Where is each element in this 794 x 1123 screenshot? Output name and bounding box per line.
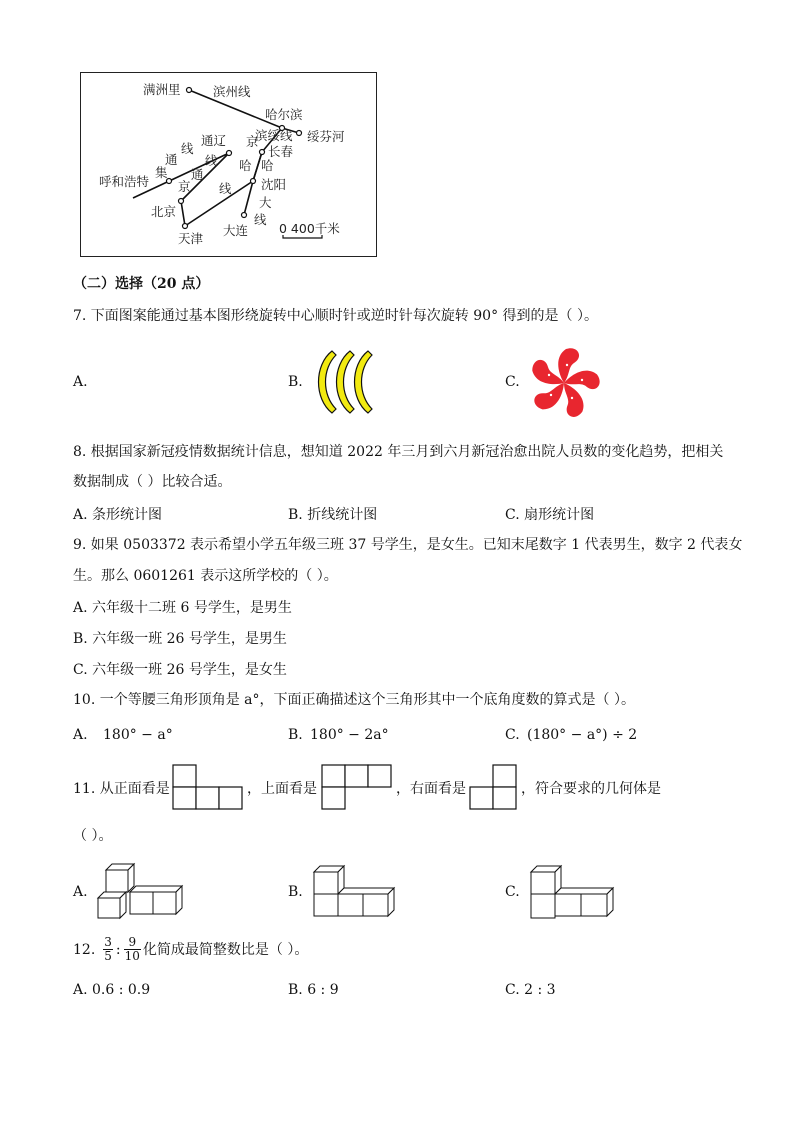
shenyang-dot (251, 179, 256, 184)
manzhouli-dot (187, 88, 192, 93)
q11-stem-line2: （ ）。 (73, 828, 113, 844)
map-label-ha: 哈 (239, 158, 252, 173)
q7-option-c-label[interactable]: C. (505, 374, 520, 390)
q8-stem-line2: 数据制成（ ）比较合适。 (73, 474, 232, 490)
q8-option-a[interactable]: A. 条形统计图 (73, 507, 163, 523)
map-label-jing2: 京 (178, 179, 191, 194)
map-label-tong: 通 (165, 152, 178, 167)
q7-option-c-bauhinia-icon (522, 345, 606, 421)
map-label-hohhot: 呼和浩特 (99, 174, 150, 189)
q8-option-c[interactable]: C. 扇形统计图 (505, 507, 595, 523)
q10-option-b-label[interactable]: B. (288, 727, 303, 743)
q12-stem (73, 936, 308, 963)
q11-stem-part1: 11. 从正面看是 (73, 781, 170, 797)
q11-option-c-cubes-icon (529, 862, 615, 922)
q11-option-a-label[interactable]: A. (73, 884, 88, 900)
map-label-binzhou-line: 滨州线 (213, 84, 251, 99)
q11-stem-part2: ，上面看是 (247, 781, 317, 797)
changchun-dot (260, 150, 265, 155)
q9-option-c[interactable]: C. 六年级一班 26 号学生，是女生 (73, 662, 287, 678)
suifenhe-dot (297, 131, 302, 136)
q12-option-a[interactable]: A. 0.6 : 0.9 (73, 982, 151, 998)
q12-fraction-2-numerator: 9 (124, 936, 141, 950)
map-label-harbin: 哈尔滨 (265, 107, 303, 122)
q9-stem-line1: 9. 如果 0503372 表示希望小学五年级三班 37 号学生，是女生。已知末尾数字 1 代表男生，数字 2 代表女 (73, 537, 743, 553)
q12-fraction-2-denominator: 10 (124, 949, 140, 963)
railway-map-svg (81, 73, 378, 258)
q11-front-view-icon (172, 764, 243, 811)
beijing-dot (179, 199, 184, 204)
q10-option-b-expr: 180° − 2a° (310, 727, 389, 743)
map-label-tianjin: 天津 (178, 231, 204, 246)
q9-option-a[interactable]: A. 六年级十二班 6 号学生，是男生 (73, 600, 292, 616)
q7-option-a-label[interactable]: A. (73, 374, 88, 390)
map-label-da: 大 (259, 195, 272, 210)
map-label-shenyang: 沈阳 (261, 177, 287, 192)
tianjin-dot (183, 224, 188, 229)
map-label-tong2: 通 (191, 167, 204, 182)
q7-stem: 7. 下面图案能通过基本图形绕旋转中心顺时针或逆时针每次旋转 90° 得到的是（ ）。 (73, 308, 598, 324)
map-label-tongliao: 通辽 (201, 133, 227, 148)
q9-option-b[interactable]: B. 六年级一班 26 号学生，是男生 (73, 631, 287, 647)
map-label-xian4: 线 (254, 212, 267, 227)
q7-option-b-label[interactable]: B. (288, 374, 303, 390)
q11-option-b-cubes-icon (310, 862, 396, 918)
q12-colon: : (115, 941, 121, 958)
q11-top-view-icon (321, 764, 392, 811)
map-label-ji: 集 (155, 165, 168, 180)
map-label-changchun: 长春 (268, 144, 294, 159)
q9-stem-line2: 生。那么 0601261 表示这所学校的（ ）。 (73, 568, 338, 584)
q8-option-b[interactable]: B. 折线统计图 (288, 507, 378, 523)
dalian-dot (242, 213, 247, 218)
q11-stem-part4: ，符合要求的几何体是 (521, 781, 661, 797)
q12-number: 12. (73, 941, 96, 958)
q10-option-c-expr: (180° − a°) ÷ 2 (527, 727, 638, 743)
q12-fraction-1-denominator: 5 (104, 949, 112, 963)
q11-option-b-label[interactable]: B. (288, 884, 303, 900)
q11-stem-part3: ，右面看是 (396, 781, 466, 797)
map-label-manzhouli: 满洲里 (143, 82, 181, 97)
q12-fraction-1 (103, 936, 113, 963)
q12-suffix: 化简成最简整数比是（ ）。 (142, 941, 309, 958)
map-label-ha2: 哈 (261, 158, 274, 173)
q12-option-c[interactable]: C. 2 : 3 (505, 982, 556, 998)
map-label-dalian: 大连 (223, 223, 249, 238)
q12-fraction-1-numerator: 3 (104, 935, 112, 949)
map-label-beijing: 北京 (151, 204, 177, 219)
q10-option-a-label[interactable]: A. (73, 727, 88, 743)
q11-option-c-label[interactable]: C. (505, 884, 520, 900)
q10-stem: 10. 一个等腰三角形顶角是 a°，下面正确描述这个三角形其中一个底角度数的算式是（ ）。 (73, 692, 635, 708)
q10-option-a-expr: 180° − a° (103, 727, 173, 743)
q11-right-view-icon (469, 764, 517, 811)
jingjin-line (181, 201, 185, 226)
map-label-xian3: 线 (219, 181, 232, 196)
map-label-binsui-line: 滨绥线 (255, 128, 293, 143)
map-label-xian2: 线 (205, 153, 218, 168)
q12-fraction-2 (124, 936, 141, 963)
q11-option-a-cubes-icon (96, 862, 184, 920)
map-label-jing: 京 (246, 134, 259, 149)
map-scale-label: 0 400千米 (279, 221, 340, 236)
q8-stem-line1: 8. 根据国家新冠疫情数据统计信息，想知道 2022 年三月到六月新冠治愈出院人员数的变化趋势，把相关 (73, 444, 724, 460)
section-title: （二）选择（20 点） (73, 276, 210, 292)
q12-option-b[interactable]: B. 6 : 9 (288, 982, 339, 998)
railway-map (80, 72, 377, 257)
map-label-xian1: 线 (181, 141, 194, 156)
tongliao-dot (227, 151, 232, 156)
q10-option-c-label[interactable]: C. (505, 727, 520, 743)
map-label-suifenhe: 绥芬河 (307, 129, 345, 144)
q7-option-b-crescents-icon (312, 347, 384, 417)
